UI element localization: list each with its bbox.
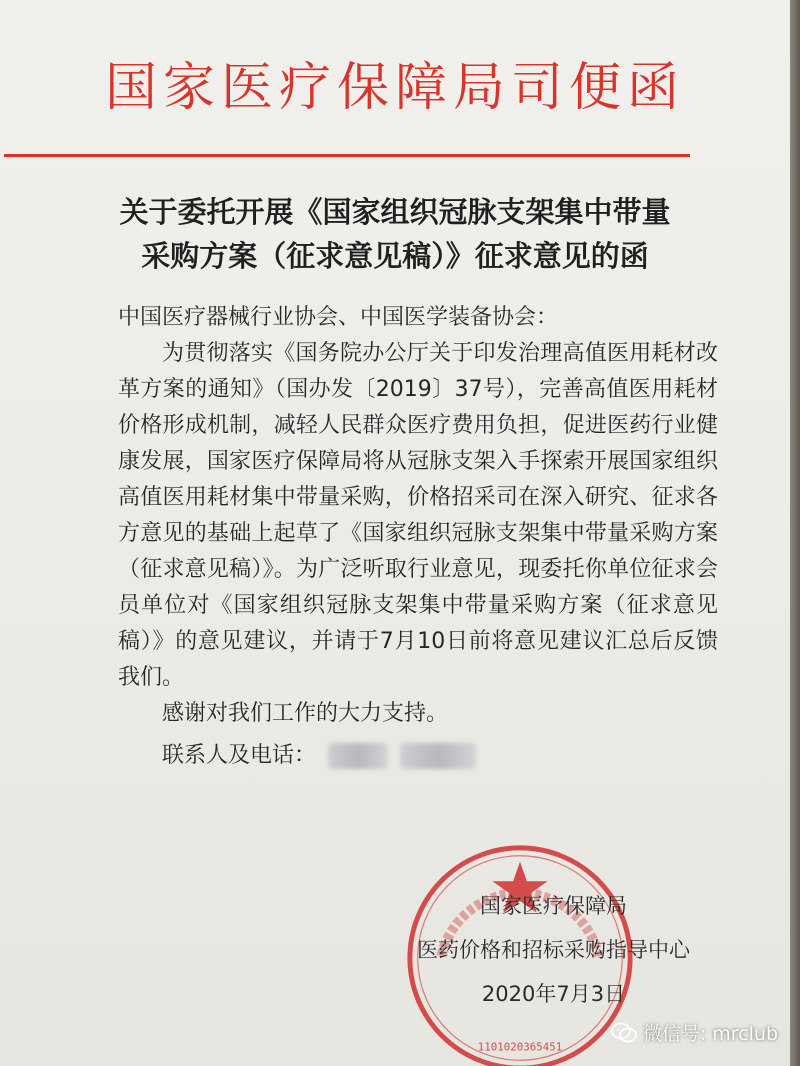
signature-org: 国家医疗保障局 xyxy=(480,894,627,918)
title-line-2: 采购方案（征求意见稿）》征求意见的函 xyxy=(141,239,649,273)
letterhead-red-rule xyxy=(4,154,690,157)
addressee: 中国医疗器械行业协会、中国医学装备协会： xyxy=(118,305,559,330)
document-title xyxy=(40,190,750,278)
contact-line xyxy=(118,738,718,774)
title-line-1: 关于委托开展《国家组织冠脉支架集中带量 xyxy=(119,195,671,229)
signature-dept: 医药价格和招标采购指导中心 xyxy=(417,938,690,962)
main-paragraph: 为贯彻落实《国务院办公厅关于印发治理高值医用耗材改革方案的通知》（国办发〔2019〕37号），完善高值医用耗材价格形成机制，减轻人民群众医疗费用负担，促进医药行业健康发展，国家医疗保障局将从冠脉支架入手探索开展国家组织高值医用耗材集中带量采购，价格招采司在深入研究、征求各方意见的基础上起草了《国家组织冠脉支架集中带量采购方案（征求意见稿）》。为广泛听取行业意见，现委托你单位征求会员单位对《国家组织冠脉支架集中带量采购方案（征求意见稿）》的意见建议，并请于7月10日前将意见建议汇总后反馈我们。 xyxy=(118,341,718,690)
signature-block xyxy=(417,884,690,1016)
watermark-text: 微信号: mrclub xyxy=(642,1023,778,1045)
letter-body xyxy=(118,300,718,774)
wechat-watermark xyxy=(611,1019,778,1046)
redacted-name xyxy=(328,743,388,769)
redacted-phone xyxy=(400,743,476,769)
signature-date: 2020年7月3日 xyxy=(481,982,626,1006)
paper-edge-shadow xyxy=(790,0,800,1066)
thanks-paragraph: 感谢对我们工作的大力支持。 xyxy=(162,701,449,726)
wechat-icon xyxy=(611,1022,637,1044)
contact-label: 联系人及电话： xyxy=(162,743,317,768)
letterhead-title: 国家医疗保障局司便函 xyxy=(104,58,685,118)
seal-serial: 1101020365451 xyxy=(477,1040,563,1054)
